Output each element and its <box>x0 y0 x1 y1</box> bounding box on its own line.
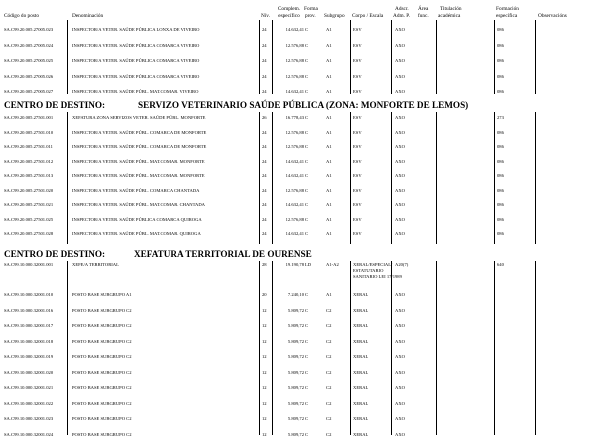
cell-name: INSPECTOR/A VETER. SAÚDE PÚBL. MAT.COMAR. VIVEIRO <box>72 89 199 94</box>
cell-level: 24 <box>262 42 267 48</box>
header-adscr-bottom: Adm. P. <box>393 13 410 19</box>
cell-forma: C <box>305 129 309 135</box>
cell-formacion: 086 <box>497 144 504 149</box>
cell-forma: C <box>305 216 309 222</box>
cell-adscr: AXO <box>395 58 405 63</box>
cell-corpo: XERAL <box>353 323 369 328</box>
cell-formacion: 086 <box>497 216 504 222</box>
cell-complement: 14.632,41 <box>285 89 304 94</box>
table-row <box>0 27 615 35</box>
header-titulacion-top: Titulación <box>440 6 462 12</box>
cell-subgrupo: C2 <box>326 385 332 390</box>
cell-level: 24 <box>262 144 267 149</box>
cell-forma: C <box>305 73 309 79</box>
cell-level: 20 <box>262 292 267 297</box>
cell-code: SA.C99.10.000.32001.024 <box>4 431 54 437</box>
cell-name: XEFE/A TERRITORIAL <box>72 262 119 267</box>
cell-forma: C <box>305 27 309 32</box>
section-name-ourense: XEFATURA TERRITORIAL DE OURENSE <box>134 249 312 259</box>
cell-formacion: 086 <box>497 158 504 164</box>
cell-corpo: XERAL <box>353 292 369 297</box>
cell-adscr: AXO <box>395 173 405 178</box>
cell-code: SA.C99.20.005.27005.026 <box>4 73 54 79</box>
column-rule <box>535 261 536 435</box>
cell-name: INSPECTOR/A VETER. SAÚDE PÚBL. MAT.COMAR. QUIROGA <box>72 231 201 236</box>
cell-adscr: AXO <box>395 416 405 421</box>
cell-forma: C <box>305 292 309 297</box>
cell-code: SA.C99.10.000.32001.010 <box>4 292 54 297</box>
table-row <box>0 115 615 123</box>
cell-level: 24 <box>262 158 267 164</box>
cell-complement: 14.632,41 <box>285 158 304 164</box>
cell-corpo: ESV <box>353 231 362 236</box>
cell-forma: C <box>305 354 309 359</box>
cell-formacion: 086 <box>497 89 504 94</box>
cell-forma: C <box>305 89 309 94</box>
cell-code: SA.C99.10.000.32001.019 <box>4 354 54 359</box>
cell-adscr: AXO <box>395 338 405 344</box>
cell-level: 24 <box>262 27 267 32</box>
cell-name: POSTO BASE SUBGRUPO C2 <box>72 354 132 359</box>
cell-name: INSPECTOR/A VETER. SAÚDE PÚBLICA LONXA DE VIVEIRO <box>72 27 200 32</box>
cell-corpo: ESV <box>353 89 362 94</box>
cell-code: SA.C99.10.000.32001.017 <box>4 323 54 328</box>
cell-formacion: 273 <box>497 115 504 120</box>
cell-level: 24 <box>262 129 267 135</box>
cell-forma: C <box>305 42 309 48</box>
cell-level: 28 <box>262 262 267 267</box>
cell-forma: C <box>305 187 309 193</box>
cell-corpo: ESV <box>353 187 362 193</box>
cell-complement: 5.809,72 <box>287 431 304 437</box>
cell-name: POSTO BASE SUBGRUPO C2 <box>72 400 132 406</box>
cell-subgrupo: A1 <box>326 129 332 135</box>
cell-adscr: AXO <box>395 216 405 222</box>
cell-level: 24 <box>262 216 267 222</box>
cell-forma: C <box>305 115 309 120</box>
table-row <box>0 130 615 138</box>
cell-code: SA.C99.10.000.32001.016 <box>4 307 54 313</box>
table-row <box>0 339 615 347</box>
cell-adscr: AXO <box>395 354 405 359</box>
table-row <box>0 217 615 225</box>
cell-corpo: XERAL <box>353 307 369 313</box>
header-area-top: Área <box>418 6 429 12</box>
cell-corpo: ESV <box>353 202 362 207</box>
cell-adscr: AXO <box>395 27 405 32</box>
section-name-monforte: SERVIZO VETERINARIO SAÚDE PÚBLICA (ZONA: MONFORTE DE LEMOS) <box>138 100 469 110</box>
header-complem-top: Complem. <box>277 6 301 12</box>
cell-complement: 5.809,72 <box>287 369 304 375</box>
cell-code: SA.C99.20.005.27501.020 <box>4 187 54 193</box>
cell-subgrupo: C2 <box>326 323 332 328</box>
table-row <box>0 231 615 239</box>
cell-name: POSTO BASE SUBGRUPO C2 <box>72 369 132 375</box>
table-row <box>0 308 615 316</box>
cell-level: 12 <box>262 369 267 375</box>
table-row <box>0 370 615 378</box>
cell-adscr: AXO <box>395 400 405 406</box>
cell-adscr: AXO <box>395 231 405 236</box>
header-formacion-bottom: específica <box>496 13 518 19</box>
column-rule <box>494 261 495 435</box>
header-forma-top: Forma <box>304 6 318 12</box>
cell-complement: 5.809,72 <box>287 354 304 359</box>
cell-code: SA.C99.20.005.27005.023 <box>4 27 54 32</box>
cell-corpo: ESV <box>353 42 362 48</box>
cell-code: SA.C99.10.000.32001.001 <box>4 262 54 267</box>
cell-code: SA.C99.10.000.32001.020 <box>4 369 54 375</box>
cell-code: SA.C99.20.005.27501.001 <box>4 115 54 120</box>
cell-formacion: 086 <box>497 202 504 207</box>
table-row <box>0 173 615 181</box>
cell-complement: 7.240,10 <box>287 292 304 297</box>
table-row <box>0 354 615 362</box>
cell-name: XEFATURA ZONA SERVIZOS VETER. SAÚDE PÚBL. MONFORTE <box>72 115 206 120</box>
cell-subgrupo: A1 <box>326 58 332 63</box>
cell-subgrupo: A1 <box>326 73 332 79</box>
cell-name: INSPECTOR/A VETER. SAÚDE PÚBLICA COMARCA VIVEIRO <box>72 42 200 48</box>
cell-code: SA.C99.20.005.27501.012 <box>4 158 54 164</box>
cell-name: INSPECTOR/A VETER. SAÚDE PÚBLICA COMARCA VIVEIRO <box>72 73 200 79</box>
cell-name: INSPECTOR/A VETER. SAÚDE PÚBL. COMARCA DE MONFORTE <box>72 144 207 149</box>
cell-adscr: AXO <box>395 369 405 375</box>
cell-formacion: 086 <box>497 187 504 193</box>
cell-subgrupo: C2 <box>326 400 332 406</box>
cell-formacion: 086 <box>497 129 504 135</box>
cell-corpo: XERAL <box>353 338 369 344</box>
cell-code: SA.C99.20.005.27501.021 <box>4 202 54 207</box>
cell-level: 24 <box>262 89 267 94</box>
header-subgrupo: Subgrupo <box>324 13 345 19</box>
cell-subgrupo: A1 <box>326 173 332 178</box>
cell-subgrupo: A1 <box>326 144 332 149</box>
column-rule <box>259 261 260 435</box>
cell-corpo: XERAL <box>353 400 369 406</box>
table-row <box>0 202 615 210</box>
cell-complement: 5.809,72 <box>287 385 304 390</box>
cell-forma: C <box>305 323 309 328</box>
header-area-bottom: func. <box>418 13 429 19</box>
cell-forma: C <box>305 431 309 437</box>
header-titulacion-bottom: académica <box>438 13 461 19</box>
cell-adscr: AXO <box>395 323 405 328</box>
cell-corpo-line: ESTATUTARIO <box>353 267 384 273</box>
header-adscr-top: Adscr. <box>395 6 409 12</box>
table-row <box>0 292 615 300</box>
cell-complement: 5.809,72 <box>287 416 304 421</box>
header-codigo: Código do posto <box>4 13 40 19</box>
cell-complement: 5.809,72 <box>287 307 304 313</box>
table-row <box>0 188 615 196</box>
cell-adscr: AXO <box>395 129 405 135</box>
cell-corpo-line: XERAL/ESPECIAL/ <box>353 262 393 267</box>
cell-formacion: 086 <box>497 42 504 48</box>
header-forma-bottom: prov. <box>305 13 316 19</box>
cell-subgrupo: A1 <box>326 115 332 120</box>
cell-level: 12 <box>262 385 267 390</box>
cell-forma: LD <box>305 262 312 267</box>
cell-complement: 14.632,41 <box>285 202 304 207</box>
cell-forma: C <box>305 158 309 164</box>
cell-corpo: ESV <box>353 115 362 120</box>
cell-complement: 12.576,88 <box>285 216 304 222</box>
cell-level: 26 <box>262 115 267 120</box>
cell-name: POSTO BASE SUBGRUPO C2 <box>72 338 132 344</box>
cell-subgrupo: A1 <box>326 292 332 297</box>
cell-subgrupo: C2 <box>326 416 332 421</box>
cell-name: POSTO BASE SUBGRUPO C2 <box>72 416 132 421</box>
cell-complement: 5.809,72 <box>287 400 304 406</box>
cell-complement: 14.632,41 <box>285 27 304 32</box>
cell-formacion: 086 <box>497 231 504 236</box>
cell-name: POSTO BASE SUBGRUPO C2 <box>72 385 132 390</box>
cell-complement: 12.576,88 <box>285 58 304 63</box>
cell-adscr: AXO <box>395 202 405 207</box>
cell-code: SA.C99.20.005.27501.011 <box>4 144 53 149</box>
cell-code: SA.C99.10.000.32001.022 <box>4 400 54 406</box>
table-row <box>0 58 615 66</box>
cell-subgrupo: A1 <box>326 27 332 32</box>
cell-name: INSPECTOR/A VETER. SAÚDE PÚBL. MAT.COMAR. MONFORTE <box>72 173 205 178</box>
cell-formacion: 086 <box>497 58 504 63</box>
cell-forma: C <box>305 307 309 313</box>
cell-formacion: 086 <box>497 173 504 178</box>
cell-code: SA.C99.20.005.27005.027 <box>4 89 54 94</box>
cell-adscr: AXO <box>395 115 405 120</box>
cell-corpo: XERAL <box>353 385 369 390</box>
cell-name: POSTO BASE SUBGRUPO C2 <box>72 431 132 437</box>
cell-code: SA.C99.20.005.27501.025 <box>4 216 54 222</box>
table-row <box>0 159 615 167</box>
cell-adscr: AXO <box>395 158 405 164</box>
cell-subgrupo: C2 <box>326 338 332 344</box>
cell-subgrupo: A1 <box>326 158 332 164</box>
cell-code: SA.C99.20.005.27501.010 <box>4 129 54 135</box>
table-row <box>0 89 615 97</box>
cell-adscr: AXO <box>395 73 405 79</box>
cell-corpo: ESV <box>353 144 362 149</box>
cell-complement: 5.809,72 <box>287 338 304 344</box>
cell-forma: C <box>305 369 309 375</box>
cell-name: INSPECTOR/A VETER. SAÚDE PÚBL. COMARCA DE MONFORTE <box>72 129 207 135</box>
cell-complement: 19.190,78 <box>285 262 304 267</box>
cell-complement: 5.809,72 <box>287 323 304 328</box>
cell-forma: C <box>305 416 309 421</box>
cell-subgrupo: A1-A2 <box>326 262 339 267</box>
table-row <box>0 74 615 82</box>
cell-code: SA.C99.20.005.27005.024 <box>4 42 54 48</box>
cell-level: 12 <box>262 323 267 328</box>
cell-name: INSPECTOR/A VETER. SAÚDE PÚBL. MAT.COMAR. CHANTADA <box>72 202 205 207</box>
cell-subgrupo: C2 <box>326 354 332 359</box>
cell-subgrupo: A1 <box>326 216 332 222</box>
cell-corpo: ESV <box>353 216 362 222</box>
cell-corpo: XERAL <box>353 431 369 437</box>
cell-level: 24 <box>262 187 267 193</box>
cell-subgrupo: A1 <box>326 42 332 48</box>
table-row <box>0 43 615 51</box>
cell-complement: 16.778,43 <box>285 115 304 120</box>
cell-corpo: ESV <box>353 158 362 164</box>
cell-complement: 12.576,88 <box>285 73 304 79</box>
cell-code: SA.C99.20.005.27501.013 <box>4 173 54 178</box>
column-rule <box>67 261 68 435</box>
cell-name: INSPECTOR/A VETER. SAÚDE PÚBL. MAT.COMAR. MONFORTE <box>72 158 205 164</box>
header-observacions: Observacións <box>538 13 567 19</box>
cell-corpo: ESV <box>353 73 362 79</box>
header-corpo: Corpo / Escala <box>352 13 384 19</box>
cell-subgrupo: C2 <box>326 431 332 437</box>
cell-formacion: 086 <box>497 73 504 79</box>
cell-corpo: ESV <box>353 27 362 32</box>
cell-adscr: AXO <box>395 292 405 297</box>
cell-adscr: AXO <box>395 89 405 94</box>
cell-corpo: XERAL <box>353 369 369 375</box>
cell-subgrupo: C2 <box>326 307 332 313</box>
cell-forma: C <box>305 385 309 390</box>
cell-name: INSPECTOR/A VETER. SAÚDE PÚBLICA COMARCA QUIROGA <box>72 216 202 222</box>
cell-forma: C <box>305 338 309 344</box>
cell-level: 24 <box>262 58 267 63</box>
cell-forma: C <box>305 231 309 236</box>
cell-forma: C <box>305 202 309 207</box>
table-row <box>0 432 615 440</box>
cell-level: 24 <box>262 73 267 79</box>
table-row <box>0 401 615 409</box>
cell-name: INSPECTOR/A VETER. SAÚDE PÚBL. COMARCA CHANTADA <box>72 187 200 193</box>
cell-level: 12 <box>262 400 267 406</box>
cell-adscr: AXO <box>395 431 405 437</box>
header-nivel: Nív. <box>261 13 270 19</box>
cell-code: SA.C99.20.005.27501.028 <box>4 231 54 236</box>
cell-name: POSTO BASE SUBGRUPO A1 <box>72 292 132 297</box>
header-formacion-top: Formación <box>496 6 519 12</box>
column-rule <box>350 261 351 435</box>
cell-name: POSTO BASE SUBGRUPO C2 <box>72 323 132 328</box>
table-row <box>0 144 615 152</box>
cell-corpo: XERAL <box>353 416 369 421</box>
table-row <box>0 262 615 286</box>
cell-code: SA.C99.10.000.32001.018 <box>4 338 54 344</box>
cell-adscr: AXO <box>395 144 405 149</box>
section-label-monforte: CENTRO DE DESTINO: <box>4 100 106 110</box>
cell-complement: 12.576,88 <box>285 187 304 193</box>
cell-adscr: AXO <box>395 307 405 313</box>
header-denominacion: Denominación <box>72 13 104 19</box>
column-rule <box>391 261 392 435</box>
cell-code: SA.C99.20.005.27005.025 <box>4 58 54 63</box>
cell-formacion: 640 <box>497 262 504 267</box>
cell-subgrupo: A1 <box>326 231 332 236</box>
cell-level: 12 <box>262 416 267 421</box>
cell-corpo: ESV <box>353 173 362 178</box>
cell-forma: C <box>305 58 309 63</box>
cell-code: SA.C99.10.000.32001.023 <box>4 416 54 421</box>
cell-complement: 12.576,88 <box>285 42 304 48</box>
cell-name: POSTO BASE SUBGRUPO C2 <box>72 307 132 313</box>
cell-level: 12 <box>262 354 267 359</box>
cell-corpo: XERAL <box>353 354 369 359</box>
section-label-ourense: CENTRO DE DESTINO: <box>4 249 106 259</box>
cell-formacion: 086 <box>497 27 504 32</box>
cell-level: 12 <box>262 431 267 437</box>
table-row <box>0 323 615 331</box>
cell-forma: C <box>305 173 309 178</box>
cell-complement: 12.576,88 <box>285 129 304 135</box>
column-rule <box>436 261 437 435</box>
cell-level: 24 <box>262 173 267 178</box>
table-row <box>0 416 615 424</box>
cell-adscr: AXO <box>395 187 405 193</box>
cell-complement: 14.632,41 <box>285 231 304 236</box>
cell-name: INSPECTOR/A VETER. SAÚDE PÚBLICA COMARCA VIVEIRO <box>72 58 200 63</box>
column-rule <box>272 261 273 435</box>
cell-corpo: ESV <box>353 129 362 135</box>
cell-forma: C <box>305 144 309 149</box>
cell-subgrupo: A1 <box>326 187 332 193</box>
cell-corpo: ESV <box>353 58 362 63</box>
cell-subgrupo: A1 <box>326 89 332 94</box>
cell-adscr: AXO <box>395 385 405 390</box>
cell-level: 24 <box>262 202 267 207</box>
table-row <box>0 385 615 393</box>
cell-adscr: AXO <box>395 42 405 48</box>
cell-corpo-line: SANITARIO LEI 17/1989 <box>353 273 402 279</box>
cell-level: 12 <box>262 307 267 313</box>
cell-subgrupo: C2 <box>326 369 332 375</box>
cell-complement: 14.632,41 <box>285 173 304 178</box>
cell-level: 12 <box>262 338 267 344</box>
header-complem-bottom: específico <box>278 13 300 19</box>
cell-level: 24 <box>262 231 267 236</box>
cell-adscr: A20(7) <box>395 262 409 267</box>
cell-complement: 12.576,88 <box>285 144 304 149</box>
cell-code: SA.C99.10.000.32001.021 <box>4 385 54 390</box>
cell-forma: C <box>305 400 309 406</box>
cell-subgrupo: A1 <box>326 202 332 207</box>
